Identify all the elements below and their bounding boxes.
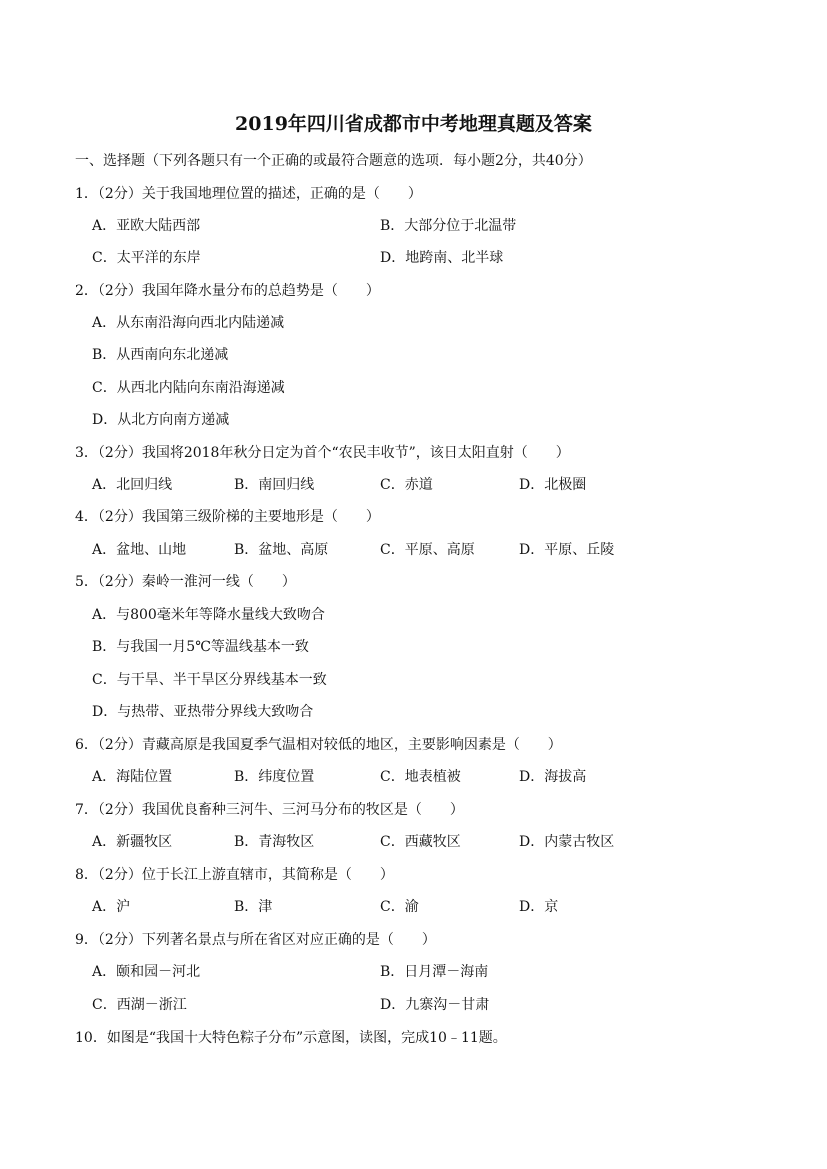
question-7-option-c: C．西藏牧区 [380,834,461,850]
question-stem-2: 2．（2分）我国年降水量分布的总趋势是（ ） [75,283,380,299]
question-stem-4: 4．（2分）我国第三级阶梯的主要地形是（ ） [75,509,380,525]
question-5-option-d: D．与热带、亚热带分界线大致吻合 [92,704,314,720]
question-3-option-a: A．北回归线 [92,477,173,493]
question-4-option-a: A．盆地、山地 [92,542,187,558]
question-2-option-c: C．从西北内陆向东南沿海递减 [92,380,285,396]
question-8-option-a: A．沪 [92,899,131,915]
question-8-option-d: D．京 [519,899,559,915]
question-1-option-c: C．太平洋的东岸 [92,250,201,266]
question-9-option-a: A．颐和园－河北 [92,964,201,980]
question-1-option-b: B．大部分位于北温带 [380,218,517,234]
question-7-option-d: D．内蒙古牧区 [519,834,615,850]
question-2-option-a: A．从东南沿海向西北内陆递减 [92,315,285,331]
question-4-option-c: C．平原、高原 [380,542,475,558]
question-2-option-b: B．从西南向东北递减 [92,347,229,363]
question-stem-1: 1．（2分）关于我国地理位置的描述，正确的是（ ） [75,186,422,202]
question-3-option-b: B．南回归线 [234,477,315,493]
question-1-option-d: D．地跨南、北半球 [380,250,504,266]
question-stem-5: 5．（2分）秦岭一淮河一线（ ） [75,574,296,590]
question-9-option-c: C．西湖－浙江 [92,997,187,1013]
question-9-option-d: D．九寨沟－甘肃 [380,997,490,1013]
question-6-option-b: B．纬度位置 [234,769,315,785]
question-6-option-d: D．海拔高 [519,769,587,785]
question-5-option-c: C．与干旱、半干旱区分界线基本一致 [92,672,327,688]
question-stem-9: 9．（2分）下列著名景点与所在省区对应正确的是（ ） [75,932,436,948]
question-stem-6: 6．（2分）青藏高原是我国夏季气温相对较低的地区，主要影响因素是（ ） [75,737,562,753]
document-title: 2019年四川省成都市中考地理真题及答案 [235,113,592,135]
section-header: 一、选择题（下列各题只有一个正确的或最符合题意的选项．每小题2分，共40分） [75,153,592,169]
question-8-option-c: C．渝 [380,899,419,915]
question-9-option-b: B．日月潭－海南 [380,964,489,980]
question-7-option-a: A．新疆牧区 [92,834,173,850]
question-4-option-d: D．平原、丘陵 [519,542,615,558]
question-stem-3: 3．（2分）我国将2018年秋分日定为首个“农民丰收节”，该日太阳直射（ ） [75,445,570,461]
question-stem-8: 8．（2分）位于长江上游直辖市，其简称是（ ） [75,867,394,883]
question-3-option-c: C．赤道 [380,477,433,493]
question-6-option-a: A．海陆位置 [92,769,173,785]
question-6-option-c: C．地表植被 [380,769,461,785]
question-5-option-b: B．与我国一月5℃等温线基本一致 [92,639,309,655]
question-3-option-d: D．北极圈 [519,477,587,493]
question-2-option-d: D．从北方向南方递减 [92,412,230,428]
question-stem-7: 7．（2分）我国优良畜种三河牛、三河马分布的牧区是（ ） [75,802,464,818]
question-8-option-b: B．津 [234,899,273,915]
question-5-option-a: A．与800毫米年等降水量线大致吻合 [92,607,325,623]
question-4-option-b: B．盆地、高原 [234,542,329,558]
question-stem-10: 10．如图是“我国十大特色粽子分布”示意图，读图，完成10﹣11题。 [75,1030,507,1046]
question-1-option-a: A．亚欧大陆西部 [92,218,201,234]
question-7-option-b: B．青海牧区 [234,834,315,850]
